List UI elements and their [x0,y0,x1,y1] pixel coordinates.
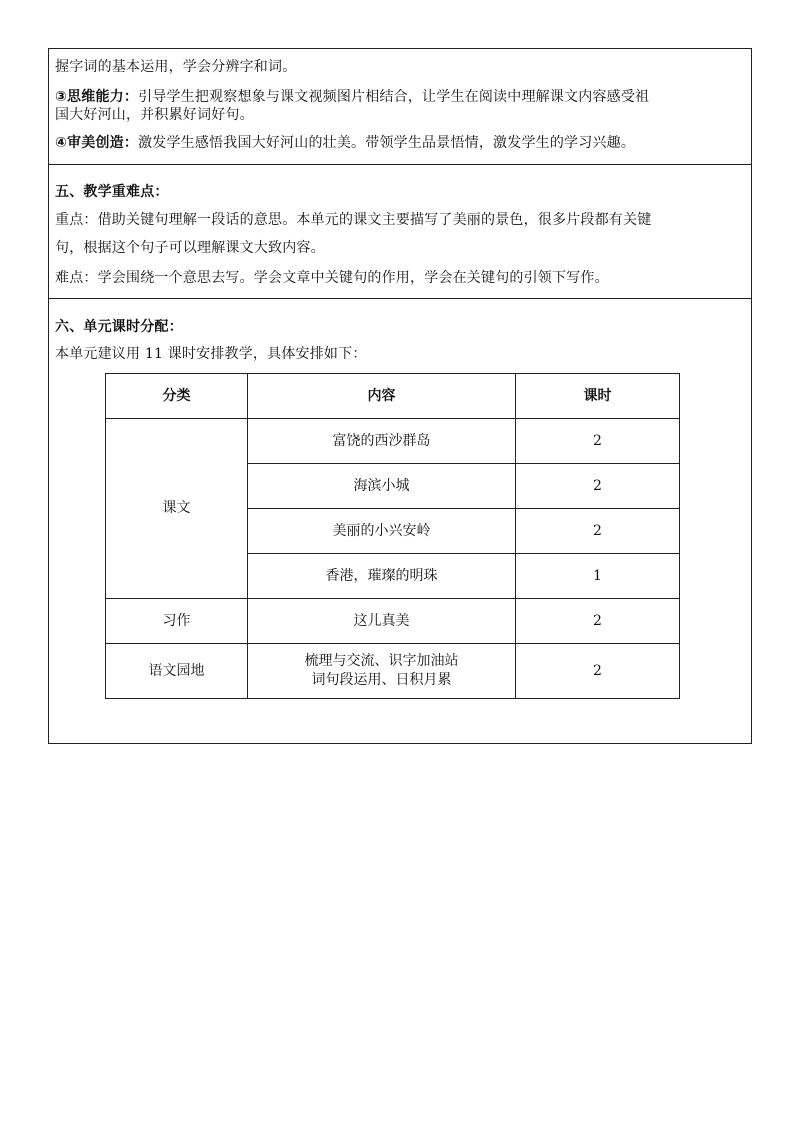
content-cell: 海滨小城 [248,464,516,509]
lesson-plan-frame [48,48,752,744]
hours-cell: 2 [516,464,680,509]
category-cell-texts: 课文 [106,419,248,599]
thinking-ability-label: ③思维能力： [55,89,139,105]
table-row [106,419,680,464]
key-point-line-2: 句，根据这个句子可以理解课文大致内容。 [55,240,325,256]
aesthetic-creation-label: ④审美创造： [55,135,139,151]
aesthetic-creation-text: 激发学生感悟我国大好河山的壮美。带领学生品景悟情，激发学生的学习兴趣。 [138,135,636,151]
content-cell: 香港，璀璨的明珠 [248,554,516,599]
category-cell-writing: 习作 [106,599,248,644]
content-line-1: 梳理与交流、识字加油站 [304,653,459,669]
schedule-intro: 本单元建议用 11 课时安排教学，具体安排如下： [55,346,367,362]
table-row [106,644,680,699]
table-row [106,599,680,644]
hours-cell: 2 [516,599,680,644]
thinking-ability-line [55,88,745,106]
content-cell: 美丽的小兴安岭 [248,509,516,554]
hours-cell: 1 [516,554,680,599]
header-category: 分类 [106,374,248,419]
hours-cell: 2 [516,509,680,554]
table-header-row [106,374,680,419]
content-cell: 这儿真美 [248,599,516,644]
header-hours: 课时 [516,374,680,419]
hours-cell: 2 [516,419,680,464]
goals-continued-line: 握字词的基本运用，学会分辨字和词。 [55,59,297,75]
schedule-table [105,373,680,699]
thinking-ability-text: 引导学生把观察想象与课文视频图片相结合，让学生在阅读中理解课文内容感受祖 [138,89,650,105]
goals-section [49,49,751,165]
aesthetic-creation-line [55,134,745,152]
hours-cell: 2 [516,644,680,699]
category-cell-garden: 语文园地 [106,644,248,699]
key-points-heading: 五、教学重难点： [55,184,169,200]
header-content: 内容 [248,374,516,419]
content-line-2: 词句段运用、日积月累 [311,672,452,688]
thinking-ability-line-2: 国大好河山，并积累好词好句。 [55,107,254,123]
content-cell [248,644,516,699]
difficult-point-line: 难点：学会围绕一个意思去写。学会文章中关键句的作用，学会在关键句的引领下写作。 [55,270,609,286]
content-cell: 富饶的西沙群岛 [248,419,516,464]
key-points-section [49,165,751,299]
schedule-section [49,299,751,743]
key-point-line-1: 重点：借助关键句理解一段话的意思。本单元的课文主要描写了美丽的景色，很多片段都有关键 [55,212,652,228]
schedule-heading: 六、单元课时分配： [55,319,183,335]
